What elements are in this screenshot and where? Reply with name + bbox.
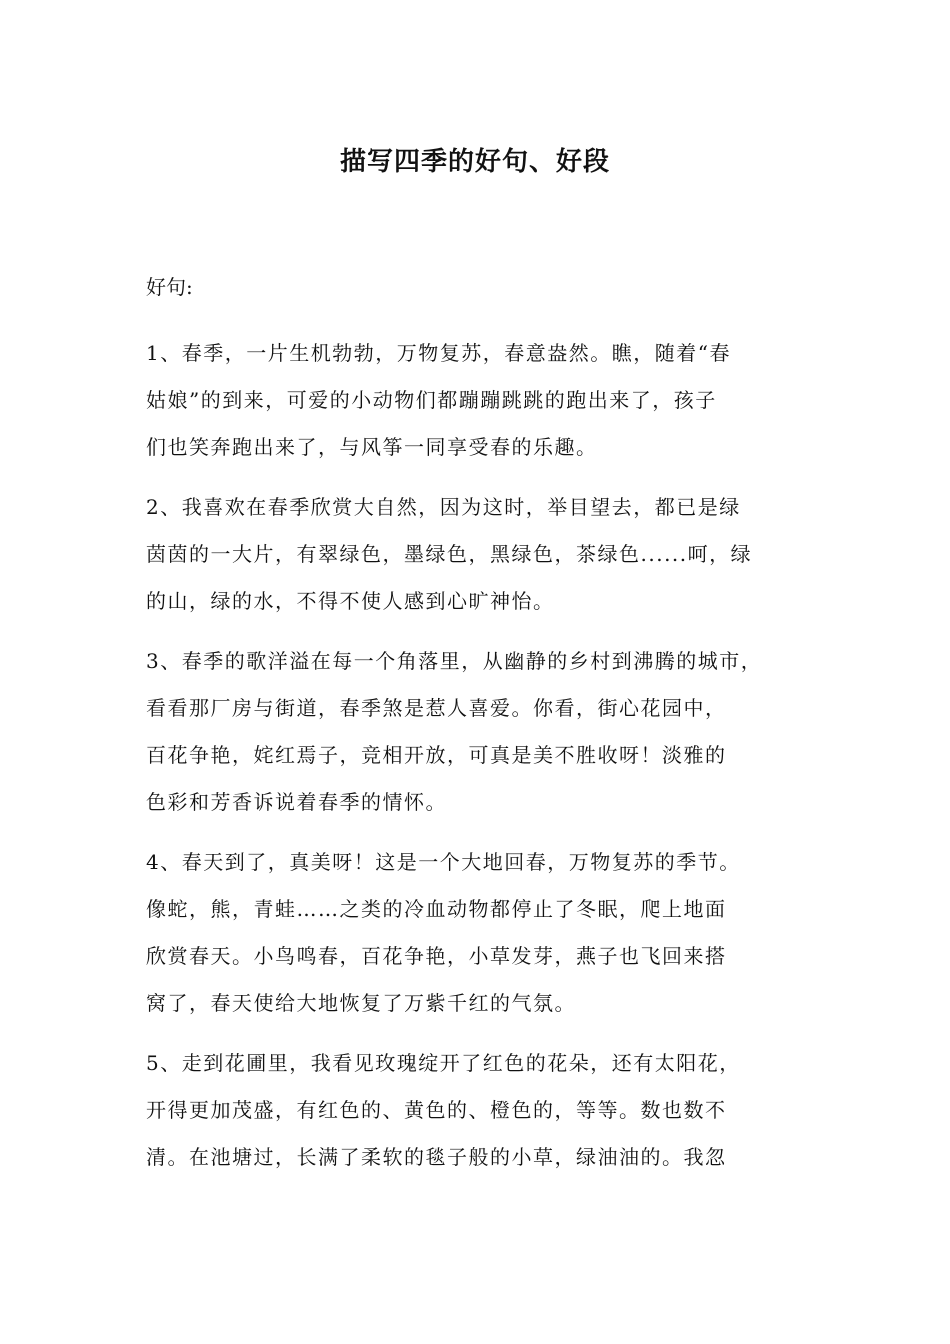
paragraph-line: 色彩和芳香诉说着春季的情怀。 xyxy=(146,790,447,814)
document-title: 描写四季的好句、好段 xyxy=(339,147,610,177)
paragraph-line: 4、春天到了，真美呀！这是一个大地回春，万物复苏的季节。 xyxy=(146,850,741,874)
paragraph-2 xyxy=(146,484,822,625)
paragraph-line: 的山，绿的水，不得不使人感到心旷神怡。 xyxy=(146,589,555,613)
paragraph-4 xyxy=(146,839,822,1027)
paragraph-line: 清。在池塘过，长满了柔软的毯子般的小草，绿油油的。我忽 xyxy=(146,1145,727,1169)
paragraph-line: 茵茵的一大片，有翠绿色，墨绿色，黑绿色，茶绿色......呵，绿 xyxy=(146,542,753,566)
paragraph-line: 5、走到花圃里，我看见玫瑰绽开了红色的花朵，还有太阳花， xyxy=(146,1051,741,1075)
paragraph-line: 看看那厂房与街道，春季煞是惹人喜爱。你看，街心花园中， xyxy=(146,696,727,720)
document-body xyxy=(146,330,822,1194)
paragraph-5 xyxy=(146,1040,822,1181)
paragraph-line: 百花争艳，姹红焉子，竞相开放，可真是美不胜收呀！淡雅的 xyxy=(146,743,727,767)
paragraph-line: 2、我喜欢在春季欣赏大自然，因为这时，举目望去，都已是绿 xyxy=(146,495,741,519)
paragraph-line: 1、春季，一片生机勃勃，万物复苏，春意盎然。瞧，随着“春 xyxy=(146,341,731,365)
paragraph-3 xyxy=(146,638,822,826)
paragraph-line: 们也笑奔跑出来了，与风筝一同享受春的乐趣。 xyxy=(146,435,598,459)
paragraph-line: 开得更加茂盛，有红色的、黄色的、橙色的，等等。数也数不 xyxy=(146,1098,727,1122)
paragraph-line: 姑娘”的到来，可爱的小动物们都蹦蹦跳跳的跑出来了，孩子 xyxy=(146,388,717,412)
paragraph-line: 3、春季的歌洋溢在每一个角落里，从幽静的乡村到沸腾的城市， xyxy=(146,649,763,673)
paragraph-line: 窝了，春天使给大地恢复了万紫千红的气氛。 xyxy=(146,991,576,1015)
paragraph-line: 像蛇，熊，青蛙……之类的冷血动物都停止了冬眠，爬上地面 xyxy=(146,897,727,921)
paragraph-line: 欣赏春天。小鸟鸣春，百花争艳，小草发芽，燕子也飞回来搭 xyxy=(146,944,727,968)
section-label: 好句: xyxy=(146,275,193,299)
paragraph-1 xyxy=(146,330,822,471)
